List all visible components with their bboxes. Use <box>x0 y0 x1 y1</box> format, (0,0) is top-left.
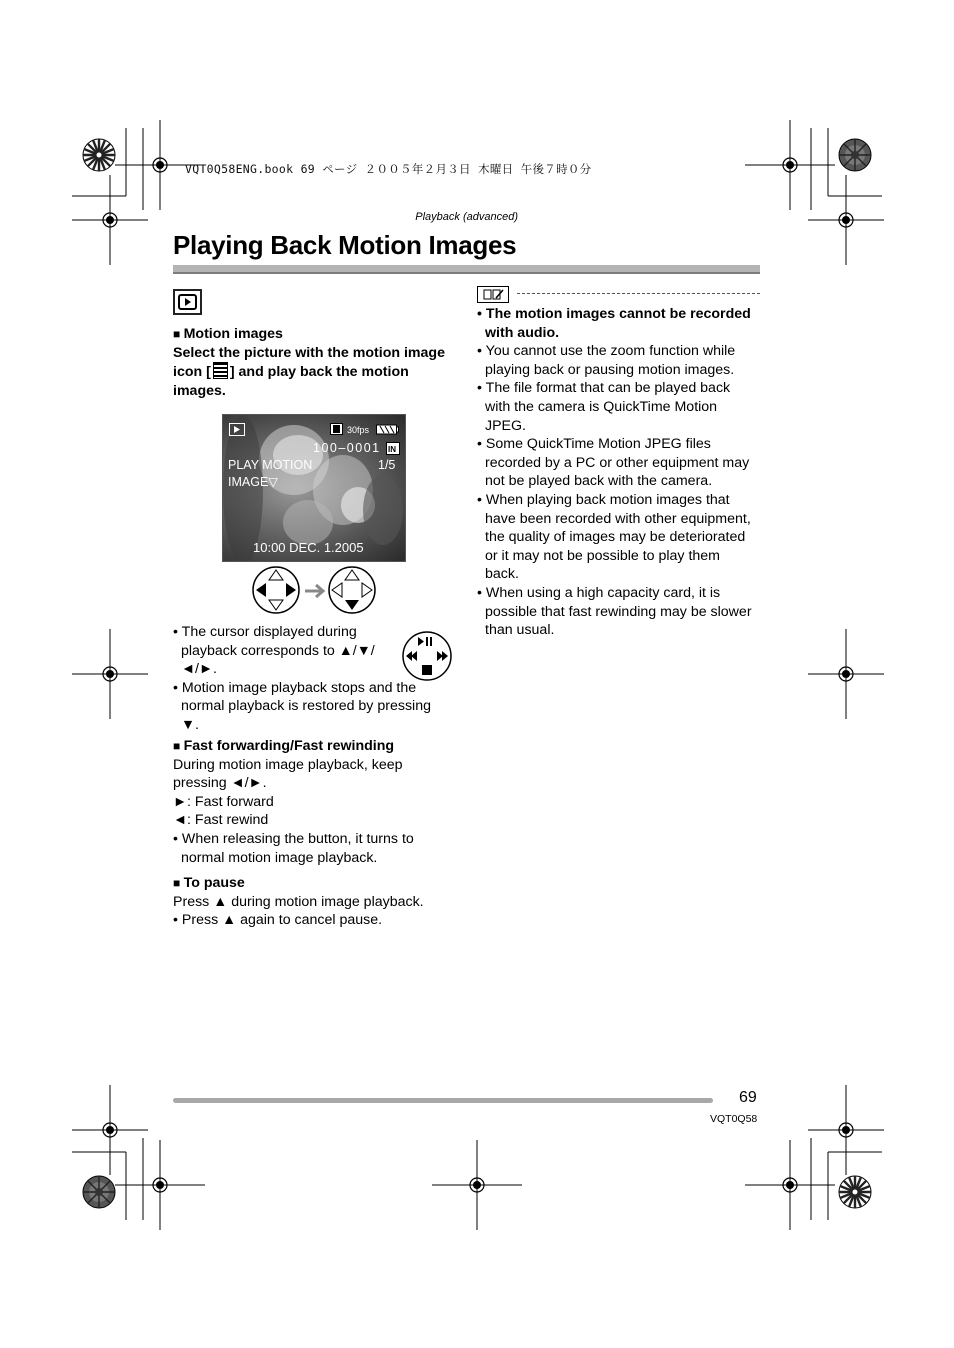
lcd-frame-count: 1/5 <box>378 458 396 472</box>
list-item-continued: ◄/►. <box>181 661 217 678</box>
page-title: Playing Back Motion Images <box>173 230 517 260</box>
body-text: ►: Fast forward <box>173 793 274 810</box>
registration-mark-icon <box>808 175 884 265</box>
fast-forward-section <box>173 737 463 867</box>
battery-icon <box>375 424 399 436</box>
play-mode-indicator-icon <box>229 423 245 436</box>
list-item-continued: recorded by a PC or other equipment may <box>485 454 750 471</box>
title-underline <box>173 265 760 274</box>
list-item-continued: not be played back with the camera. <box>485 473 713 490</box>
color-wheel-icon <box>838 1175 872 1209</box>
registration-mark-icon <box>808 629 884 719</box>
list-item-continued: playback corresponds to ▲/▼/ <box>181 642 375 659</box>
registration-mark-icon <box>72 629 148 719</box>
internal-memory-icon <box>386 442 400 455</box>
body-text: During motion image playback, keep <box>173 756 403 773</box>
list-item-continued: ▼. <box>181 716 199 733</box>
color-wheel-icon <box>82 138 116 172</box>
list-item-continued: have been recorded with other equipment, <box>485 510 751 527</box>
list-item: • When playing back motion images that <box>477 491 730 508</box>
list-item: • Press ▲ again to cancel pause. <box>173 912 383 929</box>
motion-image-icon <box>330 423 343 435</box>
list-item-continued: JPEG. <box>485 417 526 434</box>
lcd-screen <box>222 414 406 562</box>
lcd-file-number: 100–0001 <box>313 441 381 455</box>
cross-key-icon <box>252 566 302 616</box>
lcd-play-motion-label[interactable]: IMAGE▽ <box>228 475 278 489</box>
print-header: VQT0Q58ENG.book 69 ページ ２００５年２月３日 木曜日 午後７時０分 <box>185 162 592 176</box>
instruction-line: Select the picture with the motion image <box>173 344 445 361</box>
notes-list <box>477 305 762 640</box>
lcd-fps: 30fps <box>347 425 370 435</box>
cursor-notes <box>173 623 463 735</box>
svg-text:IN: IN <box>388 445 396 454</box>
motion-images-section <box>173 325 463 400</box>
body-text: Press ▲ during motion image playback. <box>173 893 424 910</box>
list-item-continued: the quality of images may be deteriorated <box>485 529 746 546</box>
registration-mark-icon <box>432 1140 522 1230</box>
note-icon <box>477 286 509 303</box>
list-item-continued: normal playback is restored by pressing <box>181 698 431 715</box>
arrow-right-icon <box>303 583 327 599</box>
fast-forward-heading: ■ Fast forwarding/Fast rewinding <box>173 738 395 754</box>
list-item-continued: back. <box>485 566 519 583</box>
lcd-play-motion-label[interactable]: PLAY MOTION <box>228 458 313 472</box>
section-label: Playback (advanced) <box>415 211 518 223</box>
lcd-datetime: 10:00 DEC. 1.2005 <box>253 540 364 555</box>
pause-heading: ■ To pause <box>173 875 245 891</box>
list-item: • The motion images cannot be recorded <box>477 306 751 322</box>
list-item: • When releasing the button, it turns to <box>173 830 414 847</box>
list-item: • The cursor displayed during <box>173 624 357 640</box>
list-item-continued: or it may not be possible to play them <box>485 547 721 564</box>
list-item-continued: with the camera is QuickTime Motion <box>485 398 718 415</box>
instruction-line: images. <box>173 382 226 399</box>
motion-image-icon <box>213 362 228 379</box>
list-item-continued: than usual. <box>485 622 555 639</box>
list-item: • Some QuickTime Motion JPEG files <box>477 436 711 453</box>
motion-images-heading: ■ Motion images <box>173 326 283 342</box>
color-wheel-icon <box>82 1175 116 1209</box>
list-item: • Motion image playback stops and the <box>173 679 417 696</box>
list-item-continued: with audio. <box>485 324 560 341</box>
body-text: ◄: Fast rewind <box>173 812 269 829</box>
instruction-line: icon [ ] and play back the motion <box>173 364 409 381</box>
registration-mark-icon <box>745 1140 835 1230</box>
cross-key-icon <box>328 566 378 616</box>
list-item: • When using a high capacity card, it is <box>477 584 721 601</box>
model-code: VQT0Q58 <box>710 1113 758 1125</box>
note-divider <box>517 293 760 294</box>
list-item: • The file format that can be played back <box>477 380 731 397</box>
list-item: • You cannot use the zoom function while <box>477 343 736 360</box>
list-item-continued: possible that fast rewinding may be slower <box>485 603 752 620</box>
list-item-continued: playing back or pausing motion images. <box>485 361 735 378</box>
body-text: pressing ◄/►. <box>173 775 267 792</box>
list-item-continued: normal motion image playback. <box>181 849 378 866</box>
color-wheel-icon <box>838 138 872 172</box>
footer-bar <box>173 1098 713 1103</box>
playback-mode-icon <box>173 289 202 315</box>
page-number: 69 <box>739 1089 757 1106</box>
pause-section <box>173 874 463 930</box>
registration-mark-icon <box>115 1140 205 1230</box>
